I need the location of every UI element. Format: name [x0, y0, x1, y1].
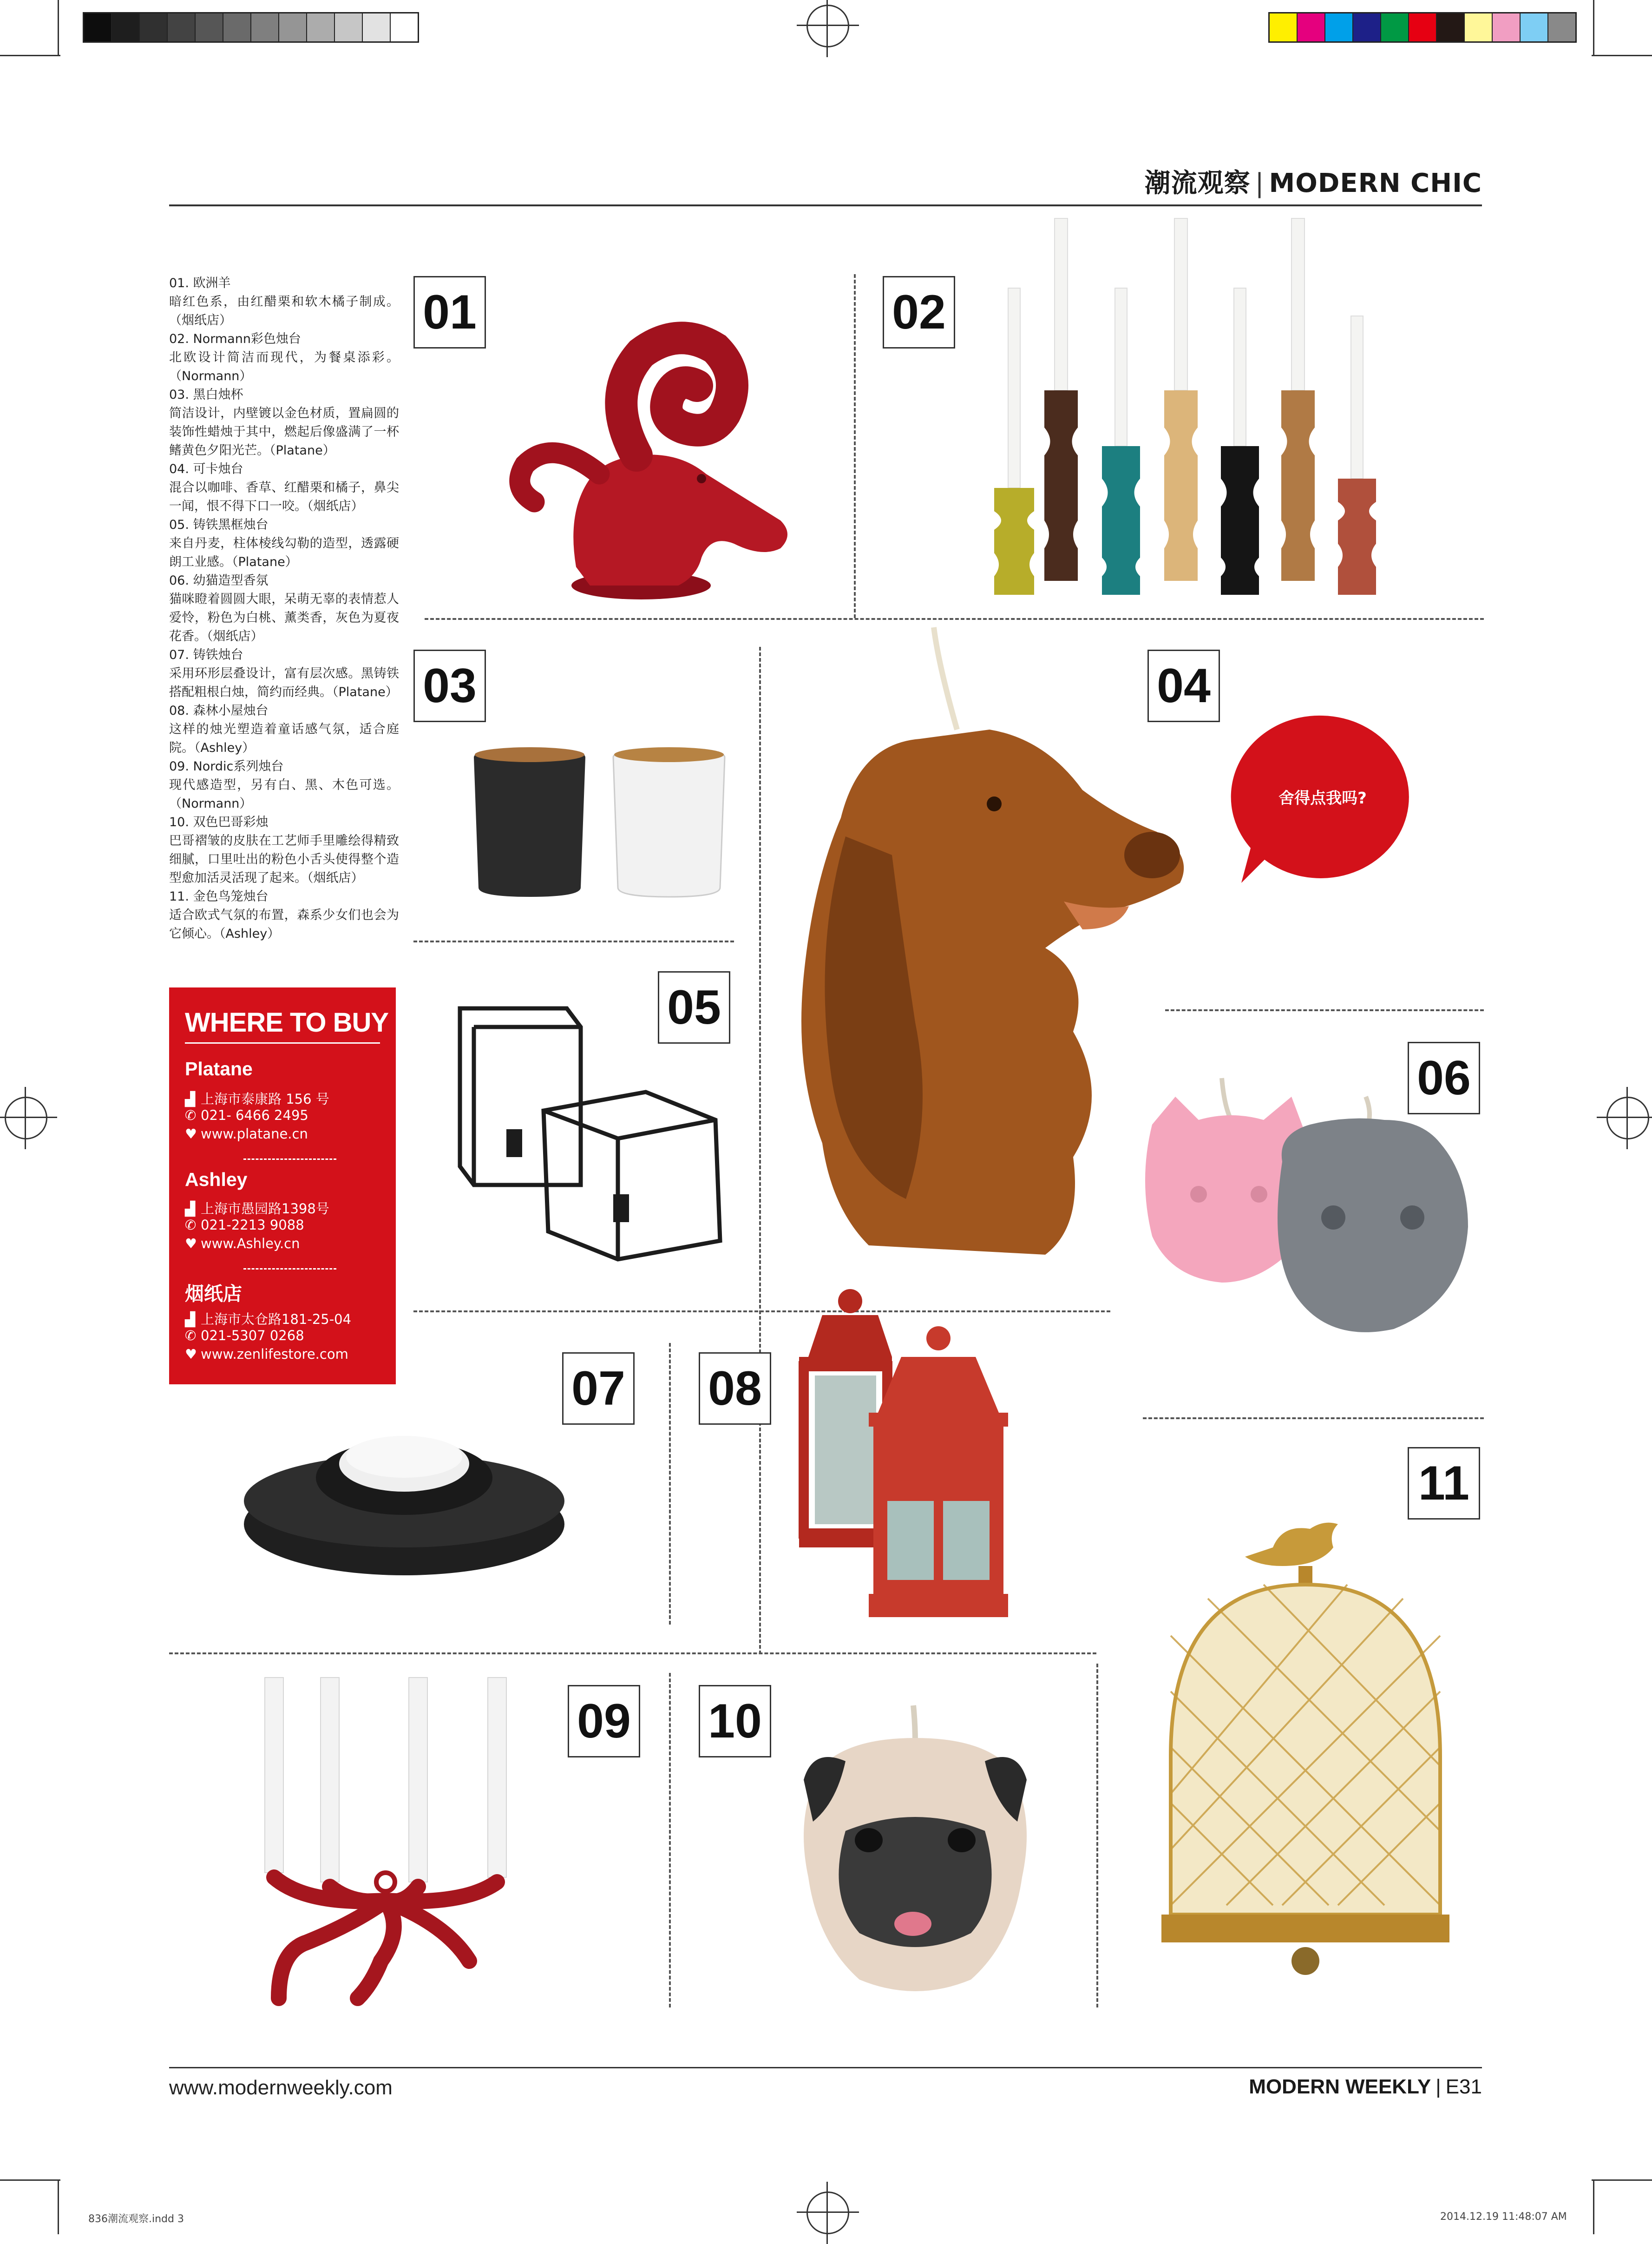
- item-body: 巴哥褶皱的皮肤在工艺师手里雕绘得精致细腻，口里吐出的粉色小舌头使得整个造型愈加活灵活现了起来。（烟纸店）: [169, 834, 399, 885]
- speech-bubble-text: 舍得点我吗?: [1278, 789, 1367, 808]
- address-text: 上海市愚园路1398号: [201, 1201, 329, 1217]
- where-to-buy-title: WHERE TO BUY: [185, 1007, 389, 1038]
- phone-text: 021-2213 9088: [201, 1217, 304, 1233]
- dashed-divider: [759, 647, 761, 1654]
- description-item: [169, 330, 399, 386]
- website-text[interactable]: www.platane.cn: [201, 1126, 308, 1142]
- crop-mark: [58, 0, 59, 56]
- store-phone: [185, 1217, 304, 1233]
- crop-mark: [1592, 2179, 1652, 2181]
- store-divider: [243, 1158, 336, 1160]
- where-to-buy-box: [169, 987, 396, 1384]
- item-body: 简洁设计，内壁镀以金色材质，置扁圆的装饰性蜡烛于其中，燃起后像盛满了一杯鳍黄色夕阳光芒。（Platane）: [169, 406, 399, 458]
- store-divider: [243, 1268, 336, 1270]
- crop-mark: [1592, 55, 1652, 56]
- grayscale-color-bar: [83, 12, 419, 43]
- product-number-11: 11: [1408, 1447, 1480, 1520]
- section-title: [1145, 163, 1482, 200]
- store-address: [185, 1309, 351, 1328]
- item-body: 北欧设计简洁而现代，为餐桌添彩。（Normann）: [169, 350, 399, 383]
- crop-mark: [0, 2179, 60, 2181]
- item-title: 01. 欧洲羊: [169, 276, 231, 290]
- product-descriptions: [169, 274, 399, 943]
- red-lanterns-image: [785, 1287, 1045, 1640]
- description-item: [169, 646, 399, 702]
- registration-mark: [806, 5, 849, 47]
- website-text[interactable]: www.zenlifestore.com: [201, 1346, 348, 1362]
- home-icon: ▟: [185, 1091, 196, 1107]
- item-title: 11. 金色鸟笼烛台: [169, 889, 269, 904]
- item-title: 09. Nordic系列烛台: [169, 759, 284, 774]
- item-body: 来自丹麦，柱体棱线勾勒的造型，透露硬朗工业感。（Platane）: [169, 536, 399, 569]
- item-title: 07. 铸铁烛台: [169, 648, 243, 662]
- dashed-divider: [413, 941, 734, 942]
- description-item: [169, 813, 399, 888]
- footer-brand: [1249, 2075, 1482, 2099]
- description-item: [169, 572, 399, 646]
- description-item: [169, 516, 399, 572]
- product-number-07: 07: [562, 1352, 635, 1425]
- address-text: 上海市太仓路181-25-04: [201, 1311, 352, 1327]
- heart-icon: ♥: [185, 1236, 197, 1251]
- product-number-05: 05: [658, 971, 730, 1044]
- timestamp-slug: 2014.12.19 11:48:07 AM: [1440, 2211, 1567, 2223]
- dashed-divider: [854, 274, 856, 618]
- store-address: [185, 1089, 329, 1108]
- product-number-01: 01: [413, 276, 486, 349]
- item-title: 03. 黑白烛杯: [169, 388, 243, 402]
- dashed-divider: [1165, 1009, 1484, 1011]
- item-title: 05. 铸铁黑框烛台: [169, 518, 269, 532]
- registration-mark: [806, 2191, 849, 2234]
- page-separator: |: [1436, 2075, 1441, 2098]
- description-item: [169, 702, 399, 757]
- dashed-divider: [1143, 1417, 1484, 1419]
- dashed-divider: [669, 1673, 671, 2007]
- store-website[interactable]: [185, 1346, 348, 1362]
- description-item: [169, 460, 399, 516]
- phone-text: 021- 6466 2495: [201, 1107, 308, 1123]
- crop-mark: [1593, 2179, 1594, 2234]
- store-name: 烟纸店: [185, 1283, 242, 1304]
- product-number-09: 09: [568, 1685, 640, 1757]
- address-text: 上海市泰康路 156 号: [201, 1091, 329, 1107]
- dashed-divider: [425, 618, 1484, 620]
- crop-mark: [58, 2179, 59, 2234]
- product-number-08: 08: [699, 1352, 771, 1425]
- store-phone: [185, 1328, 304, 1343]
- ram-head-candle-image: [483, 325, 799, 604]
- cmyk-color-bar: [1268, 12, 1577, 43]
- item-title: 10. 双色巴哥彩烛: [169, 815, 269, 829]
- registration-mark: [5, 1097, 47, 1139]
- description-item: [169, 386, 399, 460]
- cast-iron-tealight-holder-image: [237, 1408, 571, 1585]
- item-body: 这样的烛光塑造着童话感气氛，适合庭院。（Ashley）: [169, 722, 399, 755]
- iron-frame-candle-holders-image: [451, 999, 739, 1259]
- section-title-en: MODERN CHIC: [1269, 168, 1482, 198]
- header-rule: [169, 204, 1482, 206]
- store-name: Platane: [185, 1058, 253, 1079]
- item-body: 混合以咖啡、香草、红醋栗和橘子，鼻尖一闻，恨不得下口一咬。（烟纸店）: [169, 480, 399, 513]
- item-body: 采用环形层叠设计，富有层次感。黑铸铁搭配粗根白烛，简约而经典。（Platane）: [169, 666, 399, 699]
- home-icon: ▟: [185, 1311, 196, 1327]
- kitten-head-candles-image: [1143, 1069, 1505, 1366]
- store-address: [185, 1198, 329, 1217]
- crop-mark: [0, 55, 60, 56]
- store-website[interactable]: [185, 1126, 308, 1142]
- item-title: 08. 森林小屋烛台: [169, 704, 269, 718]
- description-item: [169, 757, 399, 813]
- dashed-divider: [1096, 1664, 1098, 2007]
- footer-rule: [169, 2067, 1482, 2068]
- black-white-candle-cups-image: [469, 744, 739, 902]
- item-body: 现代感造型，另有白、黑、木色可选。（Normann）: [169, 778, 399, 811]
- brand-name: MODERN WEEKLY: [1249, 2075, 1431, 2098]
- website-text[interactable]: www.Ashley.cn: [201, 1236, 300, 1251]
- description-item: [169, 274, 399, 330]
- heart-icon: ♥: [185, 1126, 197, 1142]
- dashed-divider: [669, 1343, 671, 1625]
- where-to-buy-rule: [185, 1042, 380, 1044]
- store-website[interactable]: [185, 1236, 300, 1251]
- page-number: E31: [1445, 2075, 1482, 2098]
- section-title-cn: 潮流观察: [1144, 168, 1251, 198]
- product-number-04: 04: [1147, 650, 1220, 722]
- footer-website-link[interactable]: www.modernweekly.com: [169, 2076, 393, 2099]
- spaniel-dog-candle-image: [785, 623, 1194, 1273]
- store-phone: [185, 1107, 308, 1123]
- item-body: 暗红色系，由红醋栗和软木橘子制成。（烟纸店）: [169, 295, 399, 328]
- store-name: Ashley: [185, 1169, 248, 1190]
- golden-birdcage-holder-image: [1143, 1496, 1468, 1989]
- crop-mark: [1593, 0, 1594, 56]
- colored-candle-holders-image: [985, 209, 1384, 604]
- product-number-06: 06: [1408, 1042, 1480, 1114]
- item-body: 适合欧式气氛的布置，森系少女们也会为它倾心。（Ashley）: [169, 908, 399, 941]
- phone-icon: ✆: [185, 1217, 197, 1233]
- pug-head-candle-image: [794, 1701, 1036, 1998]
- red-nordic-candle-holder-image: [251, 1664, 530, 2017]
- title-separator: |: [1255, 168, 1265, 198]
- product-number-02: 02: [883, 276, 955, 349]
- home-icon: ▟: [185, 1201, 196, 1217]
- registration-mark: [1606, 1097, 1649, 1139]
- phone-icon: ✆: [185, 1328, 197, 1343]
- dashed-divider: [169, 1652, 1096, 1654]
- item-title: 02. Normann彩色烛台: [169, 332, 301, 346]
- heart-icon: ♥: [185, 1346, 197, 1362]
- product-number-03: 03: [413, 650, 486, 722]
- phone-text: 021-5307 0268: [201, 1328, 304, 1343]
- phone-icon: ✆: [185, 1107, 197, 1123]
- file-slug: 836潮流观察.indd 3: [88, 2213, 184, 2225]
- item-body: 猫咪瞪着圆圆大眼，呆萌无辜的表情惹人爱怜，粉色为白桃、薰类香，灰色为夏夜花香。（烟纸店）: [169, 592, 399, 644]
- item-title: 06. 幼猫造型香氛: [169, 573, 269, 588]
- item-title: 04. 可卡烛台: [169, 462, 243, 476]
- product-number-10: 10: [699, 1685, 771, 1757]
- description-item: [169, 888, 399, 943]
